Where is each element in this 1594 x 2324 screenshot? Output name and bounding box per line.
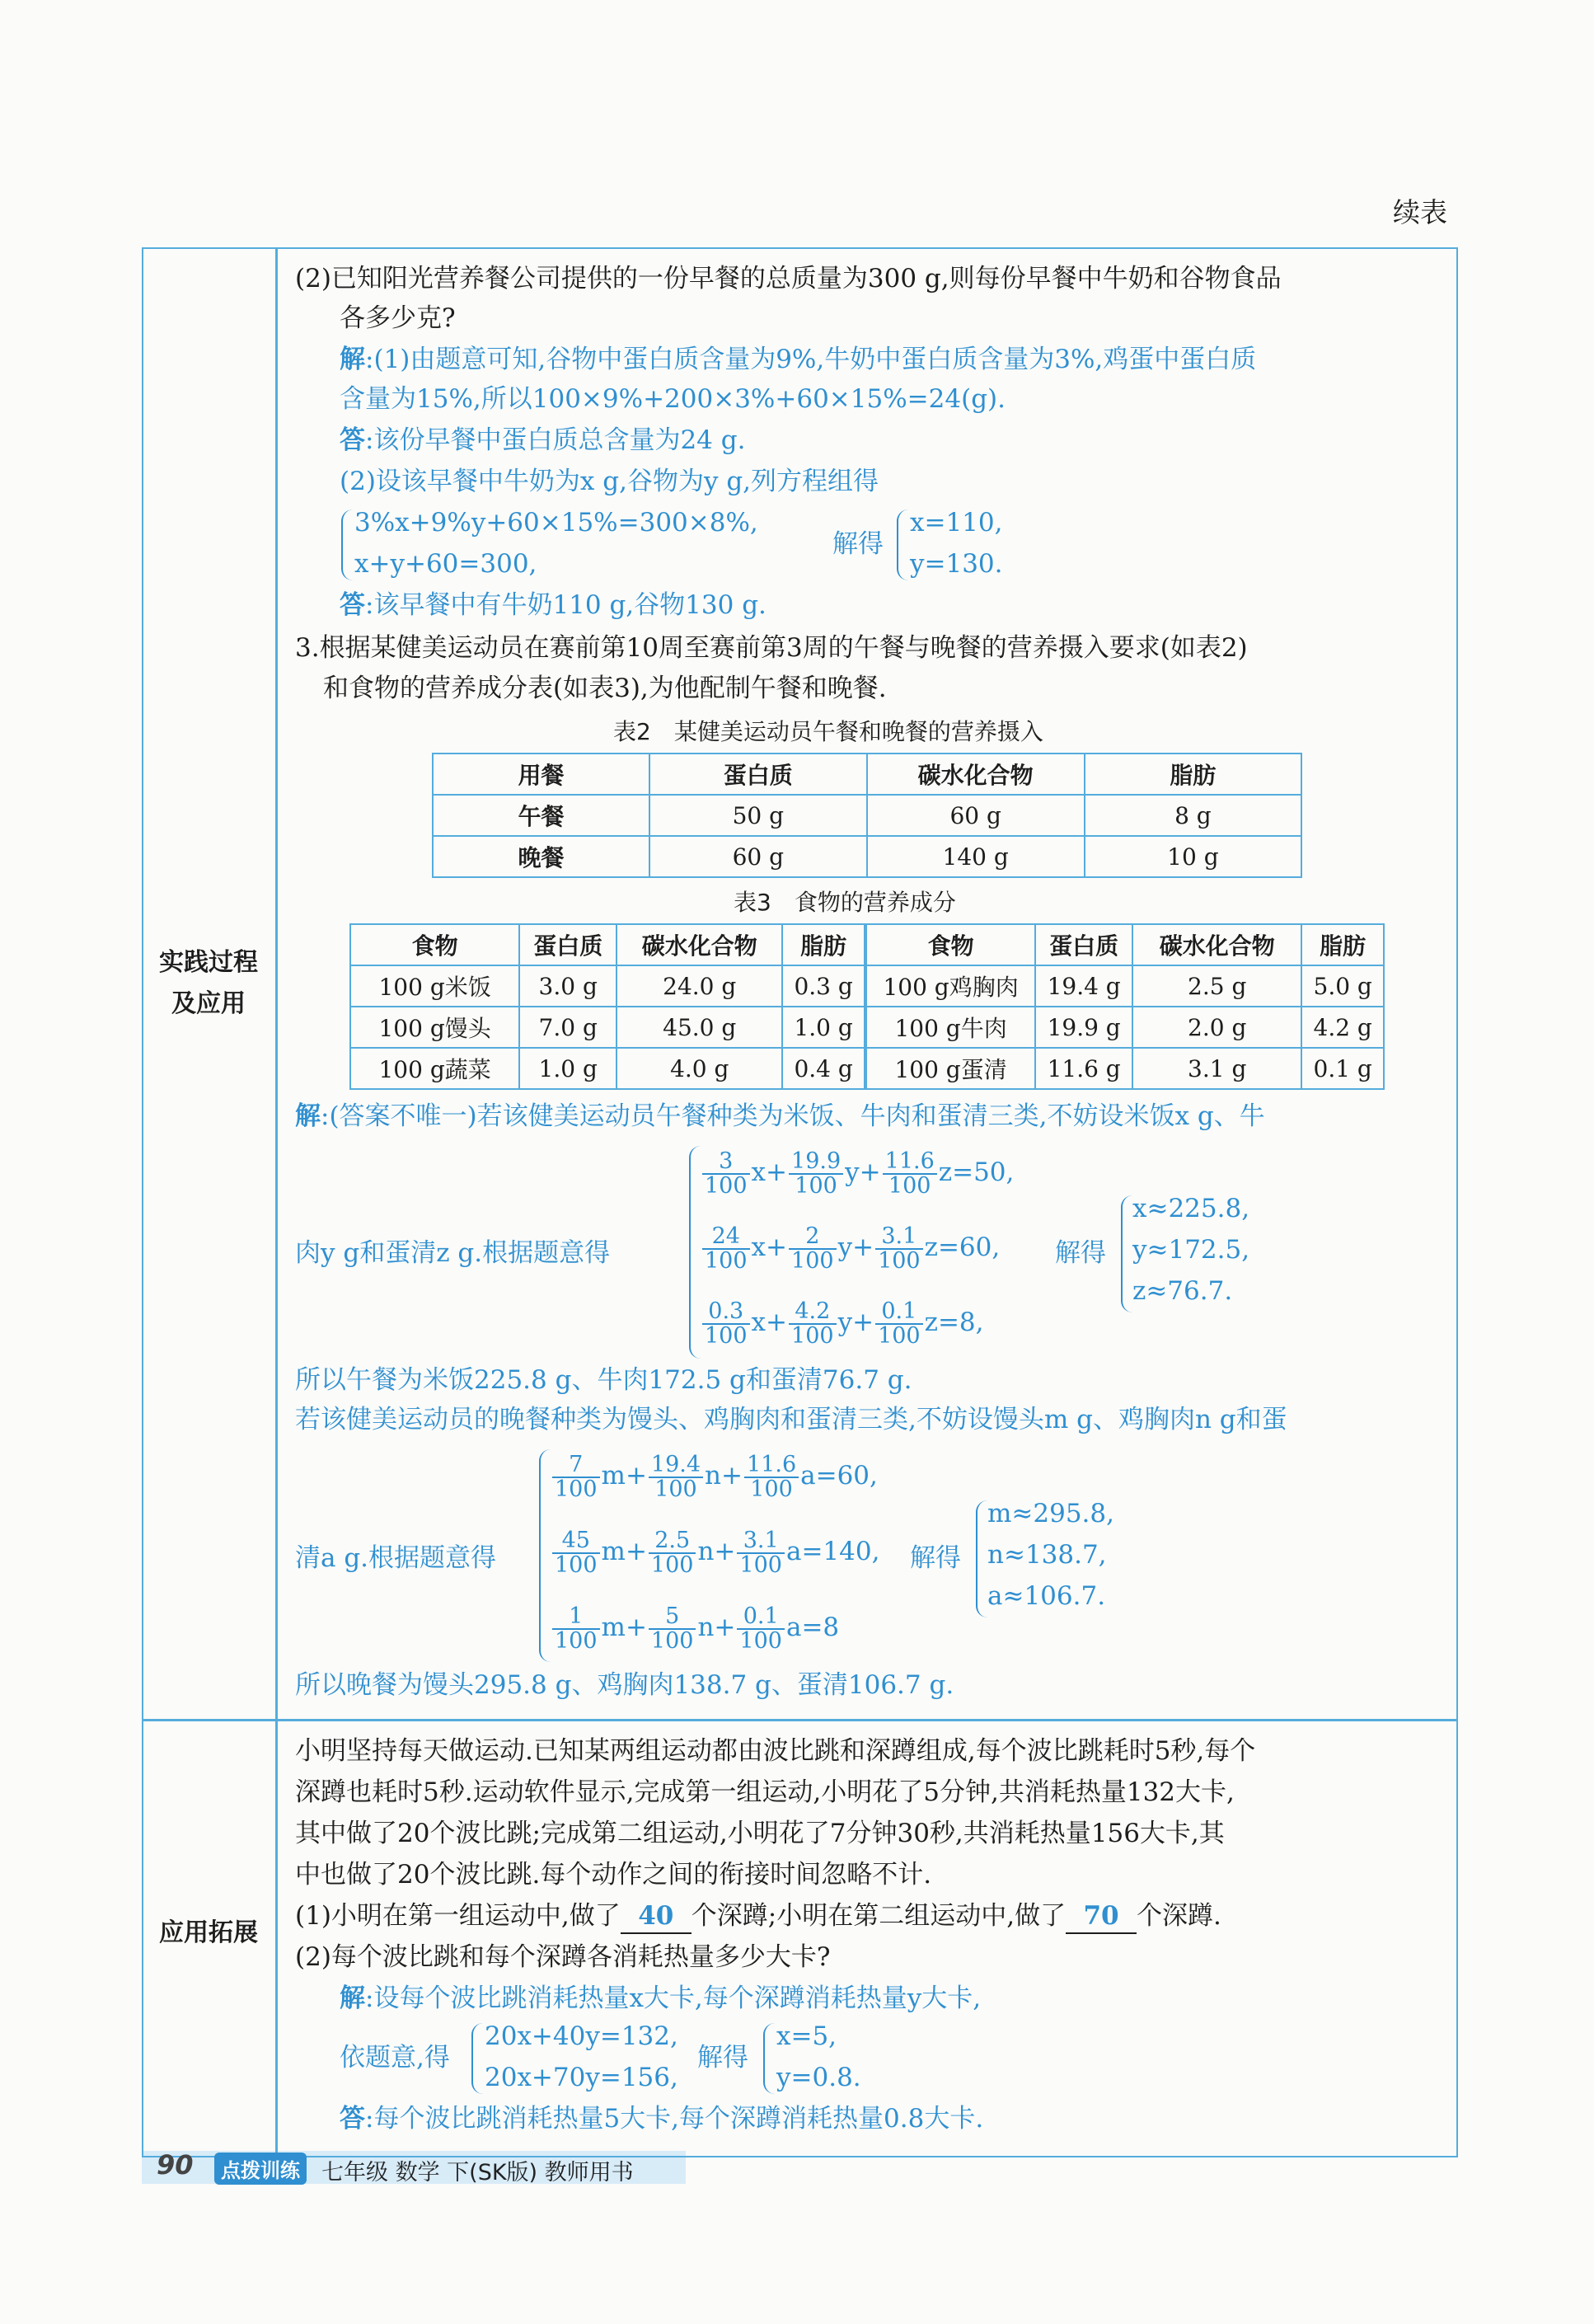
ext-result-brace xyxy=(763,2023,775,2094)
table2-cell: 60 g xyxy=(867,795,1085,836)
table3-cell: 1.0 g xyxy=(519,1048,617,1089)
q3-dinner-result-1: m≈295.8, xyxy=(987,1499,1114,1528)
ext-result-1: x=5, xyxy=(776,2021,837,2051)
book-info: 七年级 数学 下(SK版) 教师用书 xyxy=(321,2160,634,2185)
table2-caption: 表2 某健美运动员午餐和晚餐的营养摄入 xyxy=(613,718,1043,745)
table-row xyxy=(350,1007,1384,1048)
ext-question-2: (2)每个波比跳和每个深蹲各消耗热量多少大卡? xyxy=(295,1942,831,1972)
ext-paragraph-4: 中也做了20个波比跳.每个动作之间的衔接时间忽略不计. xyxy=(295,1860,932,1890)
table3-cell: 19.9 g xyxy=(1035,1007,1132,1048)
continued-label: 续表 xyxy=(1393,196,1447,228)
q3-lunch-conclusion: 所以午餐为米饭225.8 g、牛肉172.5 g和蛋清76.7 g. xyxy=(295,1365,912,1395)
table3-cell: 100 g牛肉 xyxy=(865,1007,1035,1048)
q2-stem-2: 各多少克? xyxy=(340,303,456,333)
q3-lunch-eq-3: $\frac{0.3}{100}$ x+ $\frac{4.2}{100}$ y+ $\frac{0.1}{100}$ z=8, xyxy=(701,1298,984,1348)
section-divider xyxy=(142,1719,1458,1721)
q3-dinner-eq-1: $\frac{7}{100}$ m+ $\frac{19.4}{100}$ n+ $\frac{11.6}{100}$ a=60, xyxy=(551,1451,878,1501)
q3-solution-1: 解:(答案不唯一)若该健美运动员午餐种类为米饭、牛肉和蛋清三类,不妨设米饭x g、牛 xyxy=(295,1101,1265,1131)
ext-paragraph-3: 其中做了20个波比跳;完成第二组运动,小明花了7分钟30秒,共消耗热量156大卡,其 xyxy=(295,1819,1225,1848)
table2-cell: 午餐 xyxy=(433,795,649,836)
table3-header: 脂肪 xyxy=(782,924,865,965)
table3-cell: 100 g蔬菜 xyxy=(350,1048,519,1089)
table3-cell: 3.0 g xyxy=(519,965,617,1007)
table2-header-row xyxy=(433,754,1301,795)
table3-header: 脂肪 xyxy=(1301,924,1384,965)
q2-result-brace xyxy=(897,509,908,580)
table2-cell: 50 g xyxy=(649,795,866,836)
q2-result-1: x=110, xyxy=(910,508,1003,538)
table3-header: 碳水化合物 xyxy=(617,924,782,965)
table2-cell: 8 g xyxy=(1085,795,1301,836)
q3-dinner-result-3: a≈106.7. xyxy=(987,1581,1106,1611)
table3-cell: 100 g馒头 xyxy=(350,1007,519,1048)
table3-cell: 1.0 g xyxy=(782,1007,865,1048)
table3-cell: 2.0 g xyxy=(1132,1007,1301,1048)
table3-cell: 24.0 g xyxy=(617,965,782,1007)
table3-header-row xyxy=(350,924,1384,965)
ext-solution-1: 解:设每个波比跳消耗热量x大卡,每个深蹲消耗热量y大卡, xyxy=(340,1984,982,2013)
page-footer xyxy=(142,2148,686,2187)
table2-header: 碳水化合物 xyxy=(867,754,1085,795)
column-divider xyxy=(275,247,278,2157)
q3-stem-1: 3.根据某健美运动员在赛前第10周至赛前第3周的午餐与晚餐的营养摄入要求(如表2) xyxy=(295,633,1248,663)
table3-header: 食物 xyxy=(350,924,519,965)
table3-header: 蛋白质 xyxy=(1035,924,1132,965)
ext-equation-2: 20x+70y=156, xyxy=(485,2063,678,2092)
table3-cell: 4.2 g xyxy=(1301,1007,1384,1048)
q3-brace-2 xyxy=(539,1449,551,1662)
q2-answer-2: 答:该早餐中有牛奶110 g,谷物130 g. xyxy=(340,590,767,620)
table3-cell: 7.0 g xyxy=(519,1007,617,1048)
table3-cell: 100 g米饭 xyxy=(350,965,519,1007)
ext-brace xyxy=(471,2023,483,2094)
ext-equation-1: 20x+40y=132, xyxy=(485,2021,678,2051)
table2-cell: 140 g xyxy=(867,836,1085,877)
ext-answer: 答:每个波比跳消耗热量5大卡,每个深蹲消耗热量0.8大卡. xyxy=(340,2104,984,2134)
ext-result-2: y=0.8. xyxy=(776,2063,861,2092)
brand-logo: 点拨训练 xyxy=(214,2153,307,2185)
ext-paragraph-2: 深蹲也耗时5秒.运动软件显示,完成第一组运动,小明花了5分钟,共消耗热量132大卡, xyxy=(295,1777,1235,1807)
table2-header: 用餐 xyxy=(433,754,649,795)
table3-cell: 2.5 g xyxy=(1132,965,1301,1007)
q3-dinner-conclusion: 所以晚餐为馒头295.8 g、鸡胸肉138.7 g、蛋清106.7 g. xyxy=(295,1670,954,1700)
table-row xyxy=(350,1048,1384,1089)
q2-equation-2: x+y+60=300, xyxy=(354,549,537,579)
q2-answer-1: 答:该份早餐中蛋白质总含量为24 g. xyxy=(340,425,746,455)
section-label-practice: 实践过程 及应用 xyxy=(159,948,258,1018)
table-row xyxy=(350,965,1384,1007)
section-label-extension: 应用拓展 xyxy=(159,1918,258,1947)
ext-lead: 依题意,得 xyxy=(340,2043,450,2073)
q3-dinner-eq-3: $\frac{1}{100}$ m+ $\frac{5}{100}$ n+ $\frac{0.1}{100}$ a=8 xyxy=(551,1603,839,1653)
table2-header: 蛋白质 xyxy=(649,754,866,795)
table3-header: 食物 xyxy=(865,924,1035,965)
table3-cell: 100 g蛋清 xyxy=(865,1048,1035,1089)
table2-header: 脂肪 xyxy=(1085,754,1301,795)
ext-solve-word: 解得 xyxy=(697,2043,748,2073)
q3-stem-2: 和食物的营养成分表(如表3),为他配制午餐和晚餐. xyxy=(323,674,887,703)
table2 xyxy=(432,753,1302,878)
table2-cell: 60 g xyxy=(649,836,866,877)
q2-solution-3: (2)设该早餐中牛奶为x g,谷物为y g,列方程组得 xyxy=(340,467,879,496)
q3-dinner-eq-2: $\frac{45}{100}$ m+ $\frac{2.5}{100}$ n+ $\frac{3.1}{100}$ a=140, xyxy=(551,1527,879,1577)
q3-result-brace-2 xyxy=(976,1500,987,1617)
table-row xyxy=(433,836,1301,877)
q3-lunch-eq-2: $\frac{24}{100}$ x+ $\frac{2}{100}$ y+ $\frac{3.1}{100}$ z=60, xyxy=(701,1223,1000,1273)
table3-cell: 19.4 g xyxy=(1035,965,1132,1007)
table3-cell: 45.0 g xyxy=(617,1007,782,1048)
table3-header: 碳水化合物 xyxy=(1132,924,1301,965)
table3-header: 蛋白质 xyxy=(519,924,617,965)
q2-solve-word: 解得 xyxy=(832,529,884,559)
table3-cell: 100 g鸡胸肉 xyxy=(865,965,1035,1007)
table2-cell: 晚餐 xyxy=(433,836,649,877)
q3-solve-word-1: 解得 xyxy=(1055,1238,1106,1268)
q3-lead-2: 清a g.根据题意得 xyxy=(295,1543,497,1573)
table3-cell: 4.0 g xyxy=(617,1048,782,1089)
q3-lunch-eq-1: $\frac{3}{100}$ x+ $\frac{19.9}{100}$ y+ $\frac{11.6}{100}$ z=50, xyxy=(701,1148,1014,1198)
table3-cell: 0.3 g xyxy=(782,965,865,1007)
table3-cell: 0.1 g xyxy=(1301,1048,1384,1089)
q2-result-2: y=130. xyxy=(910,549,1003,579)
table3 xyxy=(349,923,1385,1090)
table3-cell: 0.4 g xyxy=(782,1048,865,1089)
q2-stem-1: (2)已知阳光营养餐公司提供的一份早餐的总质量为300 g,则每份早餐中牛奶和谷物食品 xyxy=(295,264,1282,293)
q3-brace-1 xyxy=(689,1146,701,1359)
page-number: 90 xyxy=(157,2149,194,2181)
table3-cell: 11.6 g xyxy=(1035,1048,1132,1089)
q3-solve-word-2: 解得 xyxy=(910,1543,961,1573)
answer-blank-1: 40 xyxy=(621,1899,692,1934)
q3-dinner-result-2: n≈138.7, xyxy=(987,1540,1107,1570)
table3-cell: 3.1 g xyxy=(1132,1048,1301,1089)
q2-solution-1: 解:(1)由题意可知,谷物中蛋白质含量为9%,牛奶中蛋白质含量为3%,鸡蛋中蛋白质 xyxy=(340,345,1257,374)
table2-cell: 10 g xyxy=(1085,836,1301,877)
q2-equation-1: 3%x+9%y+60×15%=300×8%, xyxy=(354,508,758,538)
table3-caption: 表3 食物的营养成分 xyxy=(734,889,956,916)
ext-paragraph-1: 小明坚持每天做运动.已知某两组运动都由波比跳和深蹲组成,每个波比跳耗时5秒,每个 xyxy=(295,1736,1256,1766)
q3-lunch-result-2: y≈172.5, xyxy=(1132,1235,1250,1265)
q2-brace xyxy=(341,509,353,580)
q3-lead-1: 肉y g和蛋清z g.根据题意得 xyxy=(295,1238,611,1268)
q3-lunch-result-3: z≈76.7. xyxy=(1132,1276,1233,1306)
q3-lunch-result-1: x≈225.8, xyxy=(1132,1194,1250,1223)
table3-cell: 5.0 g xyxy=(1301,965,1384,1007)
q3-solution-2: 若该健美运动员的晚餐种类为馒头、鸡胸肉和蛋清三类,不妨设馒头m g、鸡胸肉n g和蛋 xyxy=(295,1405,1287,1434)
table-row xyxy=(433,795,1301,836)
ext-question-1: (1)小明在第一组运动中,做了 40 个深蹲;小明在第二组运动中,做了 70 个深蹲. xyxy=(295,1899,1221,1934)
answer-blank-2: 70 xyxy=(1066,1899,1137,1934)
q2-solution-2: 含量为15%,所以100×9%+200×3%+60×15%=24(g). xyxy=(340,384,1006,414)
q3-result-brace-1 xyxy=(1121,1195,1132,1312)
